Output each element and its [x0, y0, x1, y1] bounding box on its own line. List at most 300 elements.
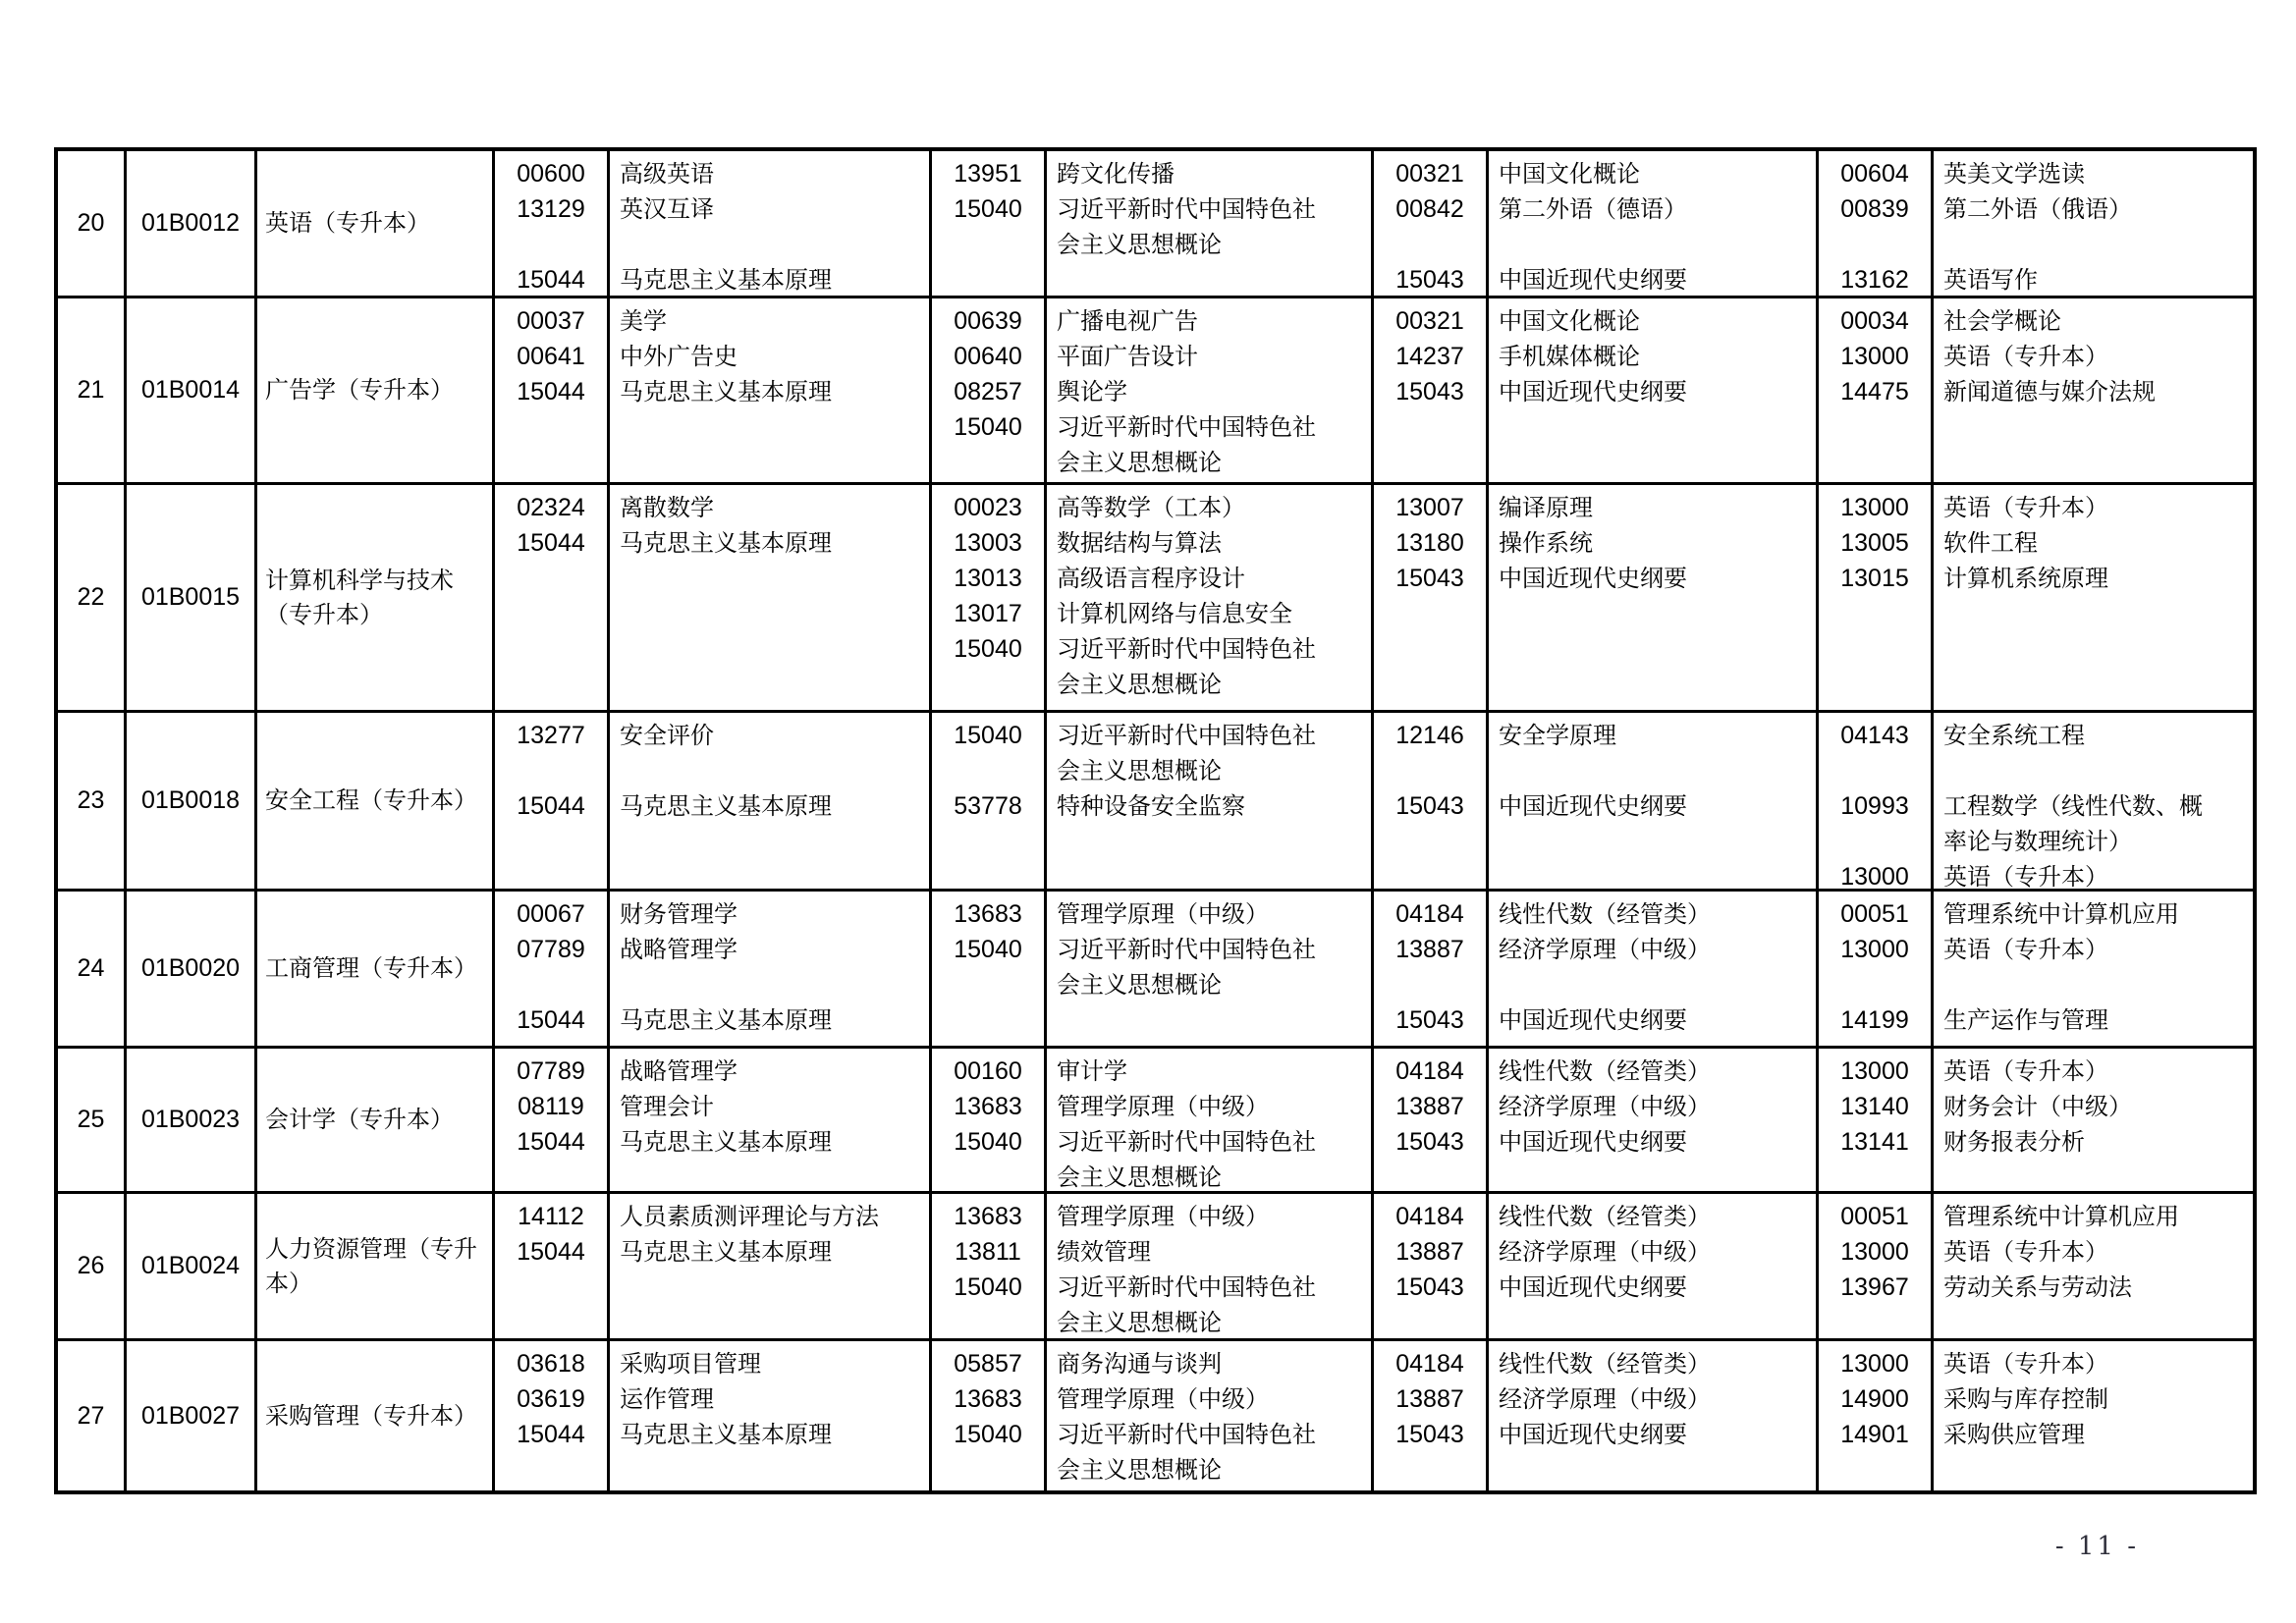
course-code: 00641 — [517, 343, 585, 370]
course-name: 特种设备安全监察 — [1057, 792, 1245, 820]
course-name: 率论与数理统计） — [1943, 828, 2132, 855]
page-number: - 11 - — [2054, 1532, 2139, 1561]
course-code: 13180 — [1395, 529, 1464, 557]
course-name: 英语（专升本） — [1943, 1350, 2108, 1378]
course-name: 中国近现代史纲要 — [1499, 1273, 1687, 1301]
course-name-cell — [1489, 713, 1819, 889]
course-name: 第二外语（俄语） — [1943, 195, 2132, 223]
course-name: 中国近现代史纲要 — [1499, 1421, 1687, 1448]
course-code: 15044 — [517, 792, 585, 820]
course-code: 15040 — [954, 635, 1022, 663]
course-name-cell — [610, 1341, 932, 1490]
course-code: 04184 — [1395, 1203, 1464, 1230]
course-name-cell — [1934, 713, 2253, 889]
course-name: 离散数学 — [620, 494, 714, 521]
course-name-cell — [1047, 298, 1374, 482]
course-code: 13887 — [1395, 1093, 1464, 1120]
course-name: 线性代数（经管类） — [1499, 900, 1711, 928]
major-code-text: 01B0018 — [140, 786, 241, 814]
course-code: 14900 — [1840, 1385, 1909, 1413]
course-code-cell — [1819, 713, 1934, 889]
course-name-cell — [1047, 892, 1374, 1046]
course-name: 管理学原理（中级） — [1057, 1385, 1269, 1413]
course-name: 商务沟通与谈判 — [1057, 1350, 1222, 1378]
course-name: 社会学概论 — [1943, 307, 2061, 335]
major-code-text: 01B0014 — [140, 376, 241, 404]
course-code: 00051 — [1840, 1203, 1909, 1230]
course-name-cell — [1934, 485, 2253, 710]
course-schedule-table — [54, 147, 2257, 1494]
course-code: 00023 — [954, 494, 1022, 521]
major-name-text: 会计学（专升本） — [265, 1106, 454, 1133]
course-name — [1499, 227, 1816, 262]
course-code: 15043 — [1395, 565, 1464, 592]
course-code: 04184 — [1395, 1350, 1464, 1378]
major-code — [127, 485, 257, 710]
course-code: 00604 — [1840, 160, 1909, 188]
course-name: 经济学原理（中级） — [1499, 1093, 1711, 1120]
course-name-cell — [1047, 485, 1374, 710]
table-row — [58, 892, 2253, 1049]
course-code: 13277 — [517, 722, 585, 749]
course-code-cell — [1374, 151, 1489, 296]
course-name: 软件工程 — [1943, 529, 2038, 557]
course-name: 财务会计（中级） — [1943, 1093, 2132, 1120]
course-name — [620, 227, 929, 262]
major-code — [127, 298, 257, 482]
course-name-cell — [610, 1049, 932, 1191]
course-name — [620, 967, 929, 1002]
course-name: 习近平新时代中国特色社 — [1057, 1273, 1316, 1301]
course-code-cell — [932, 298, 1047, 482]
course-name: 管理会计 — [620, 1093, 714, 1120]
course-name: 线性代数（经管类） — [1499, 1350, 1711, 1378]
course-name — [1499, 753, 1816, 788]
course-name-cell — [1489, 1341, 1819, 1490]
course-code-cell — [932, 1049, 1047, 1191]
course-name: 英美文学选读 — [1943, 160, 2085, 188]
course-name: 管理学原理（中级） — [1057, 1203, 1269, 1230]
course-name: 采购与库存控制 — [1943, 1385, 2108, 1413]
table-row — [58, 1341, 2253, 1490]
course-code — [932, 667, 1044, 702]
course-name: 高级语言程序设计 — [1057, 565, 1245, 592]
major-name — [257, 485, 495, 710]
course-code: 03619 — [517, 1385, 585, 1413]
row-number — [58, 1194, 127, 1338]
course-name: 中国近现代史纲要 — [1499, 266, 1687, 294]
major-name-text: 英语（专升本） — [265, 209, 430, 237]
major-name-text: 广告学（专升本） — [265, 376, 454, 404]
course-code: 13000 — [1840, 936, 1909, 963]
course-name: 英语（专升本） — [1943, 494, 2108, 521]
course-name: 绩效管理 — [1057, 1238, 1151, 1266]
course-code-cell — [932, 485, 1047, 710]
course-code: 13140 — [1840, 1093, 1909, 1120]
course-name: 运作管理 — [620, 1385, 714, 1413]
course-name: 计算机系统原理 — [1943, 565, 2108, 592]
course-code — [932, 1452, 1044, 1488]
course-code-cell — [932, 1194, 1047, 1338]
course-code: 13887 — [1395, 1385, 1464, 1413]
major-code — [127, 151, 257, 296]
course-name: 会主义思想概论 — [1057, 757, 1222, 784]
course-code — [1374, 227, 1486, 262]
table-row — [58, 485, 2253, 713]
major-name — [257, 298, 495, 482]
major-code-text: 01B0015 — [140, 583, 241, 611]
course-name-cell — [1489, 1049, 1819, 1191]
course-name: 安全系统工程 — [1943, 722, 2085, 749]
course-name: 中国近现代史纲要 — [1499, 1006, 1687, 1034]
course-code: 07789 — [517, 1057, 585, 1085]
course-name: 中国近现代史纲要 — [1499, 378, 1687, 406]
course-name: 习近平新时代中国特色社 — [1057, 1421, 1316, 1448]
course-name-cell — [1047, 1341, 1374, 1490]
course-name: 英汉互译 — [620, 195, 714, 223]
course-name-cell — [1934, 1341, 2253, 1490]
course-code: 13003 — [954, 529, 1022, 557]
major-name — [257, 1194, 495, 1338]
course-name: 审计学 — [1057, 1057, 1127, 1085]
course-name: 经济学原理（中级） — [1499, 936, 1711, 963]
course-code — [1819, 824, 1931, 859]
row-number-text: 26 — [77, 1252, 105, 1279]
course-code-cell — [1374, 1341, 1489, 1490]
course-code — [1819, 753, 1931, 788]
table-row — [58, 151, 2253, 298]
course-code: 13013 — [954, 565, 1022, 592]
course-code: 04143 — [1840, 722, 1909, 749]
course-code: 14199 — [1840, 1006, 1909, 1034]
course-code: 15043 — [1395, 266, 1464, 294]
course-code — [1374, 967, 1486, 1002]
major-name — [257, 713, 495, 889]
course-code: 13005 — [1840, 529, 1909, 557]
course-code: 00160 — [954, 1057, 1022, 1085]
course-code: 15044 — [517, 1006, 585, 1034]
course-code: 13683 — [954, 1385, 1022, 1413]
course-name: 习近平新时代中国特色社 — [1057, 195, 1316, 223]
course-name — [1943, 227, 2253, 262]
course-name: 会主义思想概论 — [1057, 231, 1222, 258]
major-code — [127, 1049, 257, 1191]
course-name: 编译原理 — [1499, 494, 1593, 521]
course-code-cell — [1374, 892, 1489, 1046]
course-name: 中国文化概论 — [1499, 307, 1640, 335]
course-name-cell — [610, 485, 932, 710]
course-name: 高等数学（工本） — [1057, 494, 1245, 521]
course-code-cell — [495, 485, 610, 710]
course-name: 生产运作与管理 — [1943, 1006, 2108, 1034]
course-name: 马克思主义基本原理 — [620, 792, 832, 820]
course-name-cell — [610, 298, 932, 482]
course-name — [1943, 753, 2253, 788]
course-name: 马克思主义基本原理 — [620, 1006, 832, 1034]
course-code: 14901 — [1840, 1421, 1909, 1448]
course-name: 美学 — [620, 307, 667, 335]
course-name: 中国文化概论 — [1499, 160, 1640, 188]
course-code-cell — [1374, 298, 1489, 482]
course-code: 13000 — [1840, 1238, 1909, 1266]
course-name: 中国近现代史纲要 — [1499, 1128, 1687, 1156]
row-number-text: 25 — [77, 1106, 105, 1133]
course-code: 07789 — [517, 936, 585, 963]
course-name: 马克思主义基本原理 — [620, 1238, 832, 1266]
course-code-cell — [495, 151, 610, 296]
major-name-text: 采购管理（专升本） — [265, 1401, 477, 1430]
course-code: 05857 — [954, 1350, 1022, 1378]
course-code: 04184 — [1395, 1057, 1464, 1085]
course-code: 10993 — [1840, 792, 1909, 820]
major-code — [127, 713, 257, 889]
table-row — [58, 298, 2253, 485]
course-code — [932, 1305, 1044, 1338]
course-name: 广播电视广告 — [1057, 307, 1198, 335]
row-number-text: 24 — [77, 954, 105, 982]
course-name: 中外广告史 — [620, 343, 738, 370]
course-code-cell — [1374, 1194, 1489, 1338]
course-code-cell — [495, 713, 610, 889]
course-code — [932, 227, 1044, 262]
course-name: 第二外语（德语） — [1499, 195, 1687, 223]
course-name — [1499, 967, 1816, 1002]
major-code-text: 01B0012 — [140, 209, 241, 237]
course-code: 00600 — [517, 160, 585, 188]
course-name: 马克思主义基本原理 — [620, 378, 832, 406]
course-name: 计算机网络与信息安全 — [1057, 600, 1292, 627]
course-code: 14112 — [518, 1203, 584, 1230]
row-number — [58, 1049, 127, 1191]
course-code: 00321 — [1395, 160, 1464, 188]
course-code-cell — [1819, 1341, 1934, 1490]
course-name: 会主义思想概论 — [1057, 449, 1222, 476]
row-number — [58, 892, 127, 1046]
major-code-text: 01B0023 — [140, 1106, 241, 1133]
major-code-text: 01B0027 — [140, 1401, 241, 1430]
course-code: 13000 — [1840, 494, 1909, 521]
course-code-cell — [1819, 1049, 1934, 1191]
course-code-cell — [932, 1341, 1047, 1490]
course-code-cell — [932, 892, 1047, 1046]
course-name: 中国近现代史纲要 — [1499, 565, 1687, 592]
course-code: 15043 — [1395, 1006, 1464, 1034]
course-code — [1819, 967, 1931, 1002]
course-name-cell — [610, 713, 932, 889]
course-name: 会主义思想概论 — [1057, 1456, 1222, 1484]
course-name: 习近平新时代中国特色社 — [1057, 413, 1316, 441]
course-name: 线性代数（经管类） — [1499, 1057, 1711, 1085]
course-code: 00321 — [1395, 307, 1464, 335]
course-code: 15044 — [517, 1238, 585, 1266]
course-name: 操作系统 — [1499, 529, 1593, 557]
course-name: 财务报表分析 — [1943, 1128, 2085, 1156]
course-name: 会主义思想概论 — [1057, 1163, 1222, 1191]
course-name: 跨文化传播 — [1057, 160, 1175, 188]
course-name: 管理系统中计算机应用 — [1943, 900, 2179, 928]
course-name: 新闻道德与媒介法规 — [1943, 378, 2156, 406]
course-code — [495, 227, 607, 262]
course-code-cell — [495, 892, 610, 1046]
course-code: 13017 — [954, 600, 1022, 627]
table-row — [58, 1049, 2253, 1194]
course-code: 15044 — [517, 1421, 585, 1448]
course-name: 中国近现代史纲要 — [1499, 792, 1687, 820]
course-code: 00034 — [1840, 307, 1909, 335]
course-name — [1943, 967, 2253, 1002]
row-number — [58, 1341, 127, 1490]
course-name-cell — [1047, 1049, 1374, 1191]
course-name: 马克思主义基本原理 — [620, 529, 832, 557]
course-code: 14475 — [1840, 378, 1909, 406]
course-name: 马克思主义基本原理 — [620, 1128, 832, 1156]
course-name: 经济学原理（中级） — [1499, 1238, 1711, 1266]
course-code: 00067 — [517, 900, 585, 928]
major-name-text: 工商管理（专升本） — [265, 954, 477, 982]
course-code: 15043 — [1395, 1128, 1464, 1156]
course-code — [932, 1160, 1044, 1191]
course-name: 人员素质测评理论与方法 — [620, 1203, 879, 1230]
course-name: 财务管理学 — [620, 900, 738, 928]
course-code-cell — [1374, 713, 1489, 889]
major-name — [257, 1049, 495, 1191]
course-code: 13811 — [955, 1238, 1021, 1266]
course-name-cell — [1489, 1194, 1819, 1338]
major-name-text: 安全工程（专升本） — [265, 786, 477, 814]
course-name: 手机媒体概论 — [1499, 343, 1640, 370]
course-code: 15040 — [954, 1273, 1022, 1301]
course-code — [1819, 227, 1931, 262]
course-name: 采购项目管理 — [620, 1350, 761, 1378]
course-code-cell — [1819, 485, 1934, 710]
course-code: 00842 — [1395, 195, 1464, 223]
course-code: 00037 — [517, 307, 585, 335]
course-code — [932, 753, 1044, 788]
major-name — [257, 1341, 495, 1490]
course-name-cell — [1934, 892, 2253, 1046]
course-name-cell — [1489, 298, 1819, 482]
course-name: 习近平新时代中国特色社 — [1057, 936, 1316, 963]
course-code: 13887 — [1395, 1238, 1464, 1266]
major-code — [127, 1341, 257, 1490]
course-name: 劳动关系与劳动法 — [1943, 1273, 2132, 1301]
course-name: 战略管理学 — [620, 936, 738, 963]
course-code-cell — [1374, 485, 1489, 710]
course-name: 英语写作 — [1943, 266, 2038, 294]
course-code: 00839 — [1840, 195, 1909, 223]
course-code: 12146 — [1395, 722, 1464, 749]
course-name: 平面广告设计 — [1057, 343, 1198, 370]
course-name: 英语（专升本） — [1943, 1057, 2108, 1085]
course-code: 13683 — [954, 1203, 1022, 1230]
course-code — [932, 445, 1044, 480]
row-number-text: 20 — [77, 209, 105, 237]
course-code: 08257 — [954, 378, 1022, 406]
course-name-cell — [1934, 151, 2253, 296]
course-name: 英语（专升本） — [1943, 343, 2108, 370]
course-code: 15043 — [1395, 378, 1464, 406]
course-code-cell — [1819, 1194, 1934, 1338]
major-code-text: 01B0024 — [140, 1252, 241, 1279]
course-name: 管理学原理（中级） — [1057, 900, 1269, 928]
course-code: 14237 — [1395, 343, 1464, 370]
course-code: 15043 — [1395, 1421, 1464, 1448]
course-name: 经济学原理（中级） — [1499, 1385, 1711, 1413]
course-code: 15040 — [954, 722, 1022, 749]
course-name: 马克思主义基本原理 — [620, 1421, 832, 1448]
course-code: 15044 — [517, 1128, 585, 1156]
table-row — [58, 713, 2253, 892]
major-name — [257, 151, 495, 296]
course-code: 53778 — [954, 792, 1022, 820]
course-name: 战略管理学 — [620, 1057, 738, 1085]
major-name-text: 人力资源管理（专升本） — [265, 1234, 477, 1297]
course-code-cell — [495, 1341, 610, 1490]
course-code: 03618 — [517, 1350, 585, 1378]
course-code: 15040 — [954, 413, 1022, 441]
course-code: 13000 — [1840, 1057, 1909, 1085]
course-code: 13007 — [1395, 494, 1464, 521]
course-code-cell — [932, 713, 1047, 889]
row-number — [58, 151, 127, 296]
course-name: 会主义思想概论 — [1057, 971, 1222, 999]
course-name: 工程数学（线性代数、概 — [1943, 792, 2203, 820]
row-number — [58, 713, 127, 889]
course-code: 15040 — [954, 195, 1022, 223]
course-name-cell — [610, 1194, 932, 1338]
course-code: 15040 — [954, 1421, 1022, 1448]
course-name: 英语（专升本） — [1943, 1238, 2108, 1266]
table-row — [58, 1194, 2253, 1341]
course-code: 00639 — [954, 307, 1022, 335]
course-name: 管理学原理（中级） — [1057, 1093, 1269, 1120]
course-code: 13683 — [954, 900, 1022, 928]
row-number-text: 22 — [77, 583, 105, 611]
course-code: 00640 — [954, 343, 1022, 370]
row-number — [58, 485, 127, 710]
course-name: 安全学原理 — [1499, 722, 1616, 749]
course-code-cell — [932, 151, 1047, 296]
major-code-text: 01B0020 — [140, 954, 241, 982]
course-code: 02324 — [517, 494, 585, 521]
row-number-text: 23 — [77, 786, 105, 814]
course-code: 08119 — [518, 1093, 584, 1120]
course-code: 13000 — [1840, 343, 1909, 370]
course-name: 会主义思想概论 — [1057, 671, 1222, 698]
course-name-cell — [1047, 1194, 1374, 1338]
course-name: 马克思主义基本原理 — [620, 266, 832, 294]
course-code-cell — [1374, 1049, 1489, 1191]
course-name-cell — [1489, 151, 1819, 296]
course-name: 线性代数（经管类） — [1499, 1203, 1711, 1230]
course-code-cell — [495, 1049, 610, 1191]
course-code: 15040 — [954, 1128, 1022, 1156]
course-code-cell — [1819, 298, 1934, 482]
course-code: 13967 — [1840, 1273, 1909, 1301]
course-name-cell — [1934, 1049, 2253, 1191]
course-code-cell — [1819, 151, 1934, 296]
course-code: 04184 — [1395, 900, 1464, 928]
course-name: 英语（专升本） — [1943, 936, 2108, 963]
course-name: 习近平新时代中国特色社 — [1057, 722, 1316, 749]
course-code-cell — [1819, 892, 1934, 1046]
course-code-cell — [495, 298, 610, 482]
course-code — [495, 967, 607, 1002]
course-name-cell — [1934, 298, 2253, 482]
course-name: 采购供应管理 — [1943, 1421, 2085, 1448]
row-number-text: 27 — [77, 1401, 105, 1430]
major-code — [127, 1194, 257, 1338]
